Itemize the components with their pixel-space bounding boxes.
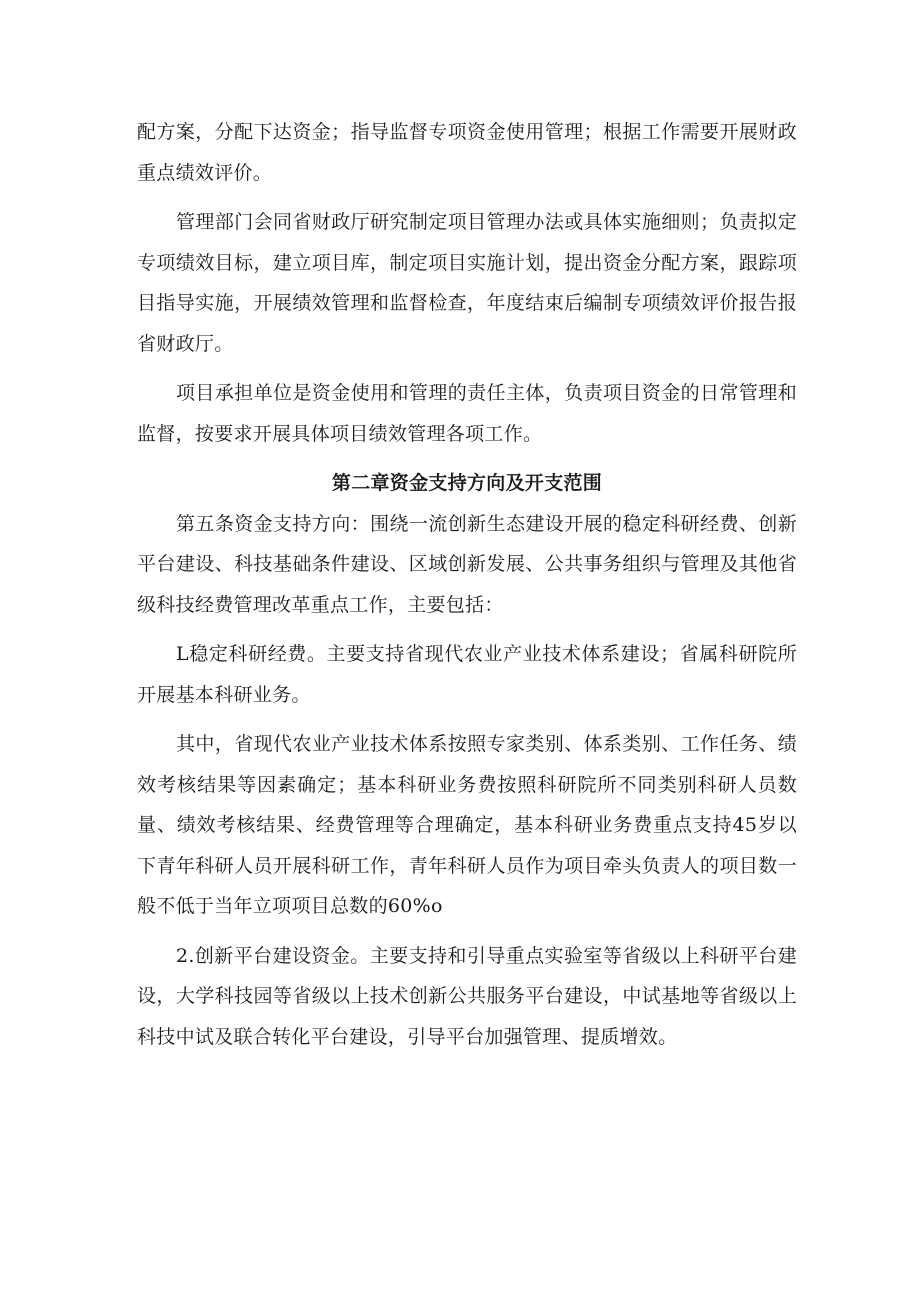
- paragraph-stable-funding-detail: 其中，省现代农业产业技术体系按照专家类别、体系类别、工作任务、绩效考核结果等因素确定；基本科研业务费按照科研院所不同类别科研人员数量、绩效考核结果、经费管理等合理确定，基本科研业务费重点支持45岁以下青年科研人员开展科研工作，青年科研人员作为项目牵头负责人的项目数一般不低于当年立项项目总数的60%o: [137, 733, 797, 917]
- paragraph-allocation: 配方案，分配下达资金；指导监督专项资金使用管理；根据工作需要开展财政重点绩效评价。: [137, 121, 797, 184]
- paragraph-stable-funding: L稳定科研经费。主要支持省现代农业产业技术体系建设；省属科研院所开展基本科研业务。: [137, 643, 797, 706]
- chapter-heading: 第二章资金支持方向及开支范围: [331, 472, 603, 494]
- paragraph-project-unit: 项目承担单位是资金使用和管理的责任主体，负责项目资金的日常管理和监督，按要求开展具体项目绩效管理各项工作。: [137, 382, 797, 445]
- paragraph-management-department: 管理部门会同省财政厅研究制定项目管理办法或具体实施细则；负责拟定专项绩效目标，建立项目库，制定项目实施计划，提出资金分配方案，跟踪项目指导实施，开展绩效管理和监督检查，年度结束后编制专项绩效评价报告报省财政厅。: [137, 211, 797, 355]
- document-page: [137, 112, 797, 1057]
- paragraph-article-five: 第五条资金支持方向：围绕一流创新生态建设开展的稳定科研经费、创新平台建设、科技基础条件建设、区域创新发展、公共事务组织与管理及其他省级科技经费管理改革重点工作，主要包括：: [137, 512, 797, 616]
- paragraph-innovation-platform: 2.创新平台建设资金。主要支持和引导重点实验室等省级以上科研平台建设，大学科技园等省级以上技术创新公共服务平台建设，中试基地等省级以上科技中试及联合转化平台建设，引导平台加强管理、提质增效。: [137, 944, 797, 1048]
